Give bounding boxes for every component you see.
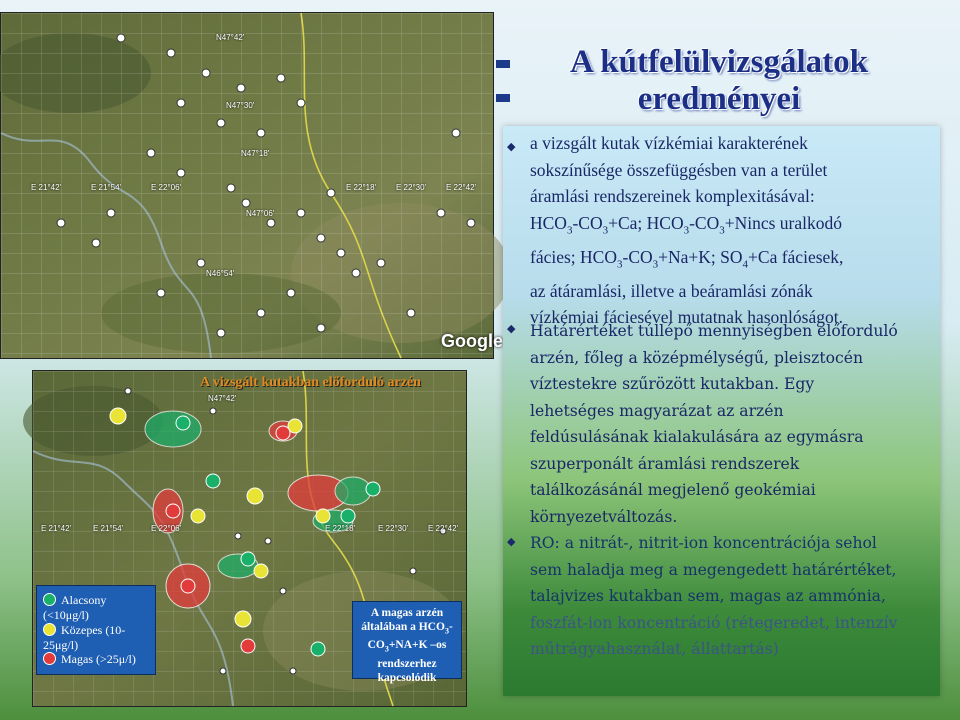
yellow-dot-icon bbox=[43, 623, 56, 636]
lon-label: E 22°18' bbox=[325, 524, 356, 533]
red-dot-icon bbox=[43, 652, 56, 665]
map-legend bbox=[36, 585, 156, 675]
lon-label: E 22°42' bbox=[428, 524, 459, 533]
diamond-bullet-icon: ◆ bbox=[507, 535, 516, 548]
bullet-text-2: Határértéket túllépő mennyiségben előforduló arzén, főleg a középmélységű, pleisztocén víztestekre szűrözött kutakban. Egy lehetséges magyarázat az arzén feldúsulásának kialakulására az egymásra szuperponált áramlási rendszerek találkozásánál megjelenő geokémiai környezetváltozás. bbox=[530, 322, 898, 526]
legend-item-high: Magas (>25μ/l) bbox=[43, 652, 136, 667]
arsenic-note: A magas arzén általában a $HCO_3-$ $CO_3+NA+K$ –os rendszerhez kapcsolódik bbox=[352, 601, 462, 679]
bullet-text-3: RO: a nitrát-, nitrit-ion koncentrációja sehol sem haladja meg a megengedett határértéket, talajvizes kutakban sem, magas az ammónia, foszfát-ion koncentráció (rétegeredet, intenzív műtrágyahasználat, állattartás) bbox=[530, 534, 898, 658]
satellite-map-wells bbox=[0, 12, 503, 359]
legend-item-low: Alacsony (<10μg/l) bbox=[43, 593, 107, 622]
lon-label: E 22°18' bbox=[346, 183, 377, 192]
lon-label: E 22°30' bbox=[396, 183, 427, 192]
lon-label: E 22°06' bbox=[151, 183, 182, 192]
legend-item-medium: Közepes (10-25μg/l) bbox=[43, 623, 126, 652]
lat-label: N47°42' bbox=[216, 33, 245, 42]
lat-label: N46°54' bbox=[206, 269, 235, 278]
lon-label: E 21°54' bbox=[93, 524, 124, 533]
lat-label: N47°30' bbox=[226, 101, 255, 110]
lon-label: E 21°42' bbox=[41, 524, 72, 533]
lon-label: E 22°06' bbox=[151, 524, 182, 533]
diamond-bullet-icon: ◆ bbox=[507, 140, 516, 153]
lon-label: E 21°42' bbox=[31, 183, 62, 192]
lon-label: E 22°42' bbox=[446, 183, 477, 192]
page-title: A kútfelülvizsgálatok eredményei bbox=[570, 44, 868, 117]
diamond-bullet-icon: ◆ bbox=[507, 322, 516, 335]
bullet-text-1: a vizsgált kutak vízkémiai karakterének sokszínűsége összefüggésben van a terület áramlási rendszereinek komplexitásával: $HCO_3-CO_3+Ca$; $HCO_3-CO_3+Nincs$ uralkodó fácies; $HCO_3-CO_3+Na+K$; $SO_4+Ca$ fáciesek, az átáramlási, illetve a beáramlási zónák vízkémiai fáciesével mutatnak hasonlóságot. bbox=[530, 133, 844, 327]
lon-label: E 22°30' bbox=[378, 524, 409, 533]
lat-label: N47°06' bbox=[246, 209, 275, 218]
green-dot-icon bbox=[43, 593, 56, 606]
google-logo: Google bbox=[441, 331, 503, 351]
lon-label: E 21°54' bbox=[91, 183, 122, 192]
map-overlay-title: A vizsgált kutakban előforduló arzén bbox=[200, 375, 421, 390]
lat-label: N47°42' bbox=[208, 394, 237, 403]
lat-label: N47°18' bbox=[241, 149, 270, 158]
